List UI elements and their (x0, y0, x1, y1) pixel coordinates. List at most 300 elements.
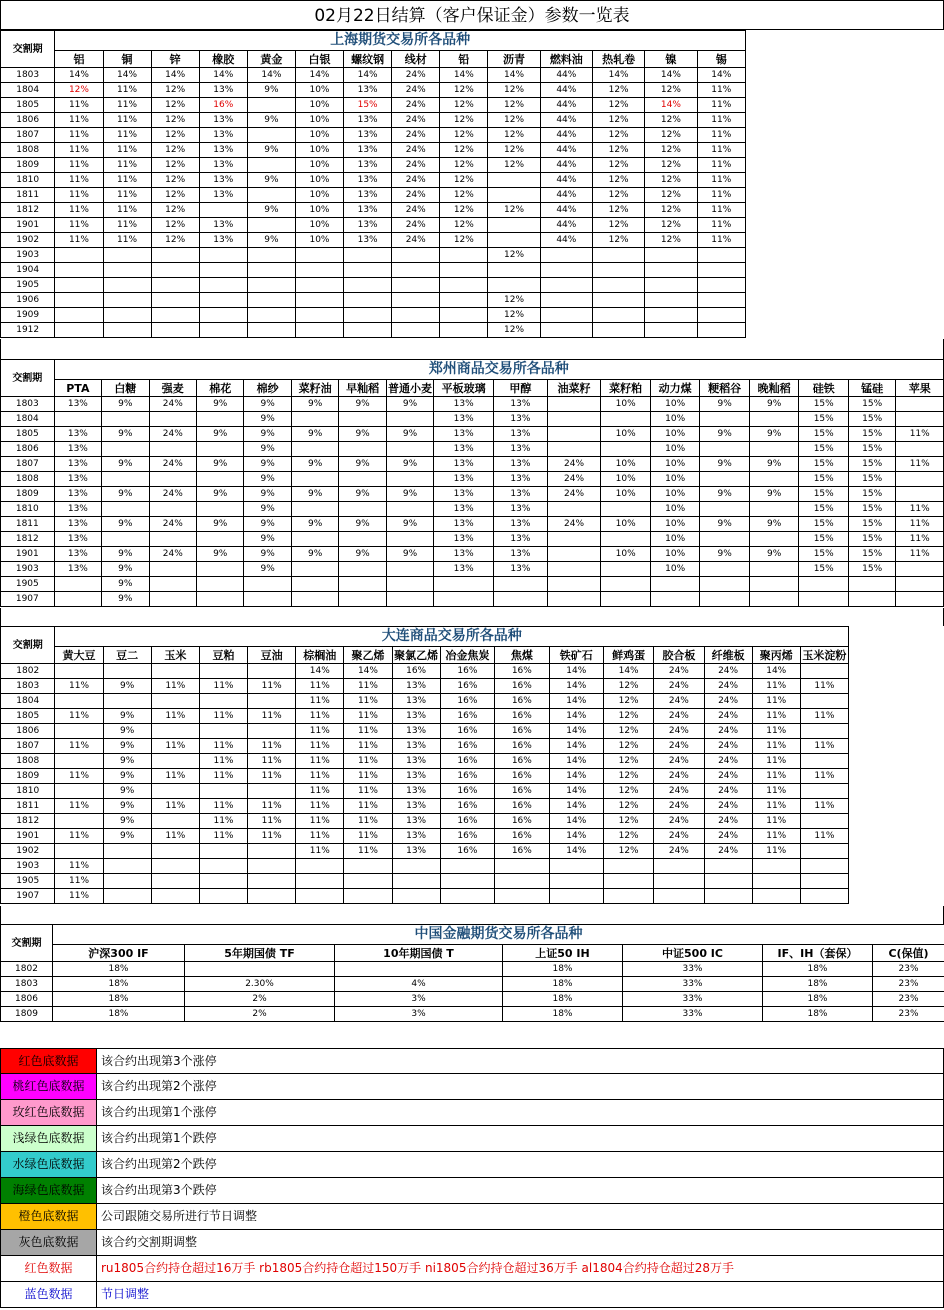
margin-cell (248, 874, 296, 889)
table-row (1, 427, 944, 442)
column-header: 铜 (103, 51, 151, 68)
table-row (1, 694, 849, 709)
margin-cell: 13% (199, 188, 247, 203)
margin-cell: 12% (440, 113, 488, 128)
margin-cell (547, 592, 601, 607)
margin-cell (339, 592, 386, 607)
margin-cell: 11% (896, 532, 944, 547)
margin-cell: 14% (549, 724, 603, 739)
period-cell: 1810 (1, 502, 55, 517)
margin-cell: 13% (494, 532, 548, 547)
margin-cell: 13% (434, 472, 494, 487)
margin-cell (540, 293, 592, 308)
margin-cell: 11% (896, 427, 944, 442)
margin-cell (392, 323, 440, 338)
margin-cell: 14% (697, 68, 745, 83)
margin-cell: 9% (103, 754, 151, 769)
margin-cell (151, 263, 199, 278)
margin-cell (800, 814, 848, 829)
margin-cell (197, 412, 244, 427)
cffex-table (0, 924, 944, 1022)
margin-cell: 12% (604, 769, 654, 784)
margin-cell: 13% (434, 547, 494, 562)
margin-cell: 44% (540, 218, 592, 233)
margin-cell: 33% (623, 962, 763, 977)
margin-cell (248, 724, 296, 739)
margin-cell: 11% (55, 739, 103, 754)
legend (0, 1048, 944, 1308)
margin-cell (199, 308, 247, 323)
margin-cell: 11% (296, 679, 344, 694)
margin-cell (149, 442, 196, 457)
margin-cell: 11% (103, 173, 151, 188)
margin-cell: 9% (197, 547, 244, 562)
margin-cell: 14% (549, 784, 603, 799)
margin-cell: 11% (103, 143, 151, 158)
margin-cell (440, 248, 488, 263)
margin-cell: 16% (495, 709, 549, 724)
margin-cell (547, 442, 601, 457)
margin-cell: 11% (199, 739, 247, 754)
margin-cell: 15% (799, 502, 849, 517)
margin-cell (199, 263, 247, 278)
margin-cell: 9% (244, 532, 291, 547)
period-cell: 1912 (1, 323, 55, 338)
table-row (1, 844, 849, 859)
margin-cell: 11% (248, 739, 296, 754)
margin-cell: 16% (495, 829, 549, 844)
margin-cell (55, 263, 103, 278)
margin-cell (344, 323, 392, 338)
margin-cell (654, 874, 704, 889)
period-cell: 1904 (1, 263, 55, 278)
table-row (1, 128, 746, 143)
margin-cell: 14% (645, 98, 697, 113)
margin-cell: 11% (55, 799, 103, 814)
margin-cell: 9% (244, 562, 291, 577)
margin-cell: 14% (55, 68, 103, 83)
margin-cell: 18% (763, 1007, 873, 1022)
margin-cell (197, 577, 244, 592)
legend-swatch: 灰色底数据 (1, 1230, 97, 1255)
margin-cell (55, 754, 103, 769)
period-label: 交割期 (1, 925, 53, 962)
period-cell: 1907 (1, 592, 55, 607)
margin-cell: 11% (697, 98, 745, 113)
margin-cell: 24% (654, 814, 704, 829)
table-row (1, 724, 849, 739)
margin-cell: 13% (434, 457, 494, 472)
margin-cell: 9% (247, 143, 295, 158)
margin-cell: 11% (697, 188, 745, 203)
margin-cell: 15% (799, 532, 849, 547)
margin-cell: 11% (697, 143, 745, 158)
margin-cell: 14% (295, 68, 343, 83)
margin-cell (549, 859, 603, 874)
column-header: 铅 (440, 51, 488, 68)
margin-cell: 11% (248, 769, 296, 784)
margin-cell: 13% (54, 532, 101, 547)
margin-cell (344, 263, 392, 278)
margin-cell: 44% (540, 203, 592, 218)
column-header: 棉花 (197, 380, 244, 397)
margin-cell: 12% (488, 323, 540, 338)
margin-cell: 14% (549, 829, 603, 844)
margin-cell (295, 248, 343, 263)
margin-cell: 10% (295, 128, 343, 143)
margin-cell: 9% (102, 487, 149, 502)
margin-cell (604, 889, 654, 904)
margin-cell: 12% (645, 188, 697, 203)
margin-cell: 16% (440, 769, 494, 784)
margin-cell: 24% (704, 784, 752, 799)
table-row (1, 457, 944, 472)
margin-cell: 13% (434, 532, 494, 547)
table-row (1, 83, 746, 98)
margin-cell: 9% (700, 547, 750, 562)
legend-swatch: 红色数据 (1, 1256, 97, 1281)
margin-cell: 14% (549, 844, 603, 859)
margin-cell: 16% (440, 784, 494, 799)
margin-cell: 14% (151, 68, 199, 83)
period-cell: 1804 (1, 412, 55, 427)
margin-cell: 13% (392, 679, 440, 694)
margin-cell (151, 874, 199, 889)
margin-cell (151, 724, 199, 739)
margin-cell (344, 293, 392, 308)
margin-cell: 18% (763, 992, 873, 1007)
margin-cell (700, 577, 750, 592)
section-gap (0, 608, 944, 626)
margin-cell: 23% (873, 1007, 944, 1022)
period-cell: 1905 (1, 577, 55, 592)
table-row (1, 664, 849, 679)
margin-cell: 16% (495, 679, 549, 694)
legend-description: 该合约出现第2个跌停 (101, 1157, 217, 1171)
margin-cell: 9% (244, 547, 291, 562)
margin-cell: 9% (102, 397, 149, 412)
margin-cell (434, 592, 494, 607)
margin-cell (55, 784, 103, 799)
margin-cell: 11% (752, 709, 800, 724)
margin-cell: 16% (440, 739, 494, 754)
period-label: 交割期 (1, 360, 55, 397)
margin-cell: 9% (386, 457, 433, 472)
margin-cell: 9% (197, 427, 244, 442)
margin-cell (645, 308, 697, 323)
margin-cell: 9% (291, 517, 338, 532)
margin-cell: 9% (339, 457, 386, 472)
period-cell: 1811 (1, 188, 55, 203)
margin-cell (392, 263, 440, 278)
column-header: 焦煤 (495, 647, 549, 664)
margin-cell (55, 814, 103, 829)
margin-cell (392, 308, 440, 323)
margin-cell (291, 472, 338, 487)
margin-cell (55, 248, 103, 263)
margin-cell: 11% (199, 709, 247, 724)
margin-cell: 9% (700, 397, 750, 412)
margin-cell: 11% (55, 98, 103, 113)
margin-cell: 9% (103, 739, 151, 754)
margin-cell (248, 784, 296, 799)
period-cell: 1901 (1, 218, 55, 233)
column-header: 鲜鸡蛋 (604, 647, 654, 664)
margin-cell (601, 577, 651, 592)
margin-cell: 24% (704, 829, 752, 844)
column-header: 白银 (295, 51, 343, 68)
column-header: 铁矿石 (549, 647, 603, 664)
column-header: 玉米淀粉 (800, 647, 848, 664)
margin-cell: 9% (244, 472, 291, 487)
column-header: 聚氯乙烯 (392, 647, 440, 664)
margin-cell: 11% (296, 709, 344, 724)
margin-cell: 14% (549, 694, 603, 709)
table-row (1, 113, 746, 128)
margin-cell (386, 442, 433, 457)
margin-cell: 9% (386, 517, 433, 532)
margin-cell (55, 694, 103, 709)
margin-cell: 24% (704, 844, 752, 859)
margin-cell: 12% (592, 158, 644, 173)
margin-cell: 24% (654, 679, 704, 694)
margin-cell: 15% (344, 98, 392, 113)
margin-cell (247, 98, 295, 113)
margin-cell: 10% (601, 427, 651, 442)
margin-cell (752, 859, 800, 874)
margin-cell: 13% (199, 128, 247, 143)
margin-cell: 11% (697, 128, 745, 143)
margin-cell (149, 472, 196, 487)
margin-cell (495, 889, 549, 904)
margin-cell: 12% (151, 128, 199, 143)
margin-cell: 10% (650, 412, 700, 427)
margin-cell: 11% (55, 769, 103, 784)
margin-cell: 24% (654, 769, 704, 784)
margin-cell (592, 248, 644, 263)
margin-cell: 13% (199, 233, 247, 248)
legend-swatch: 玫红色底数据 (1, 1100, 97, 1125)
margin-cell (386, 532, 433, 547)
margin-cell (601, 412, 651, 427)
margin-cell (247, 128, 295, 143)
margin-cell: 9% (197, 457, 244, 472)
margin-cell (296, 874, 344, 889)
margin-cell: 10% (295, 113, 343, 128)
margin-cell: 24% (392, 188, 440, 203)
margin-cell: 9% (749, 457, 799, 472)
margin-cell: 12% (488, 98, 540, 113)
period-cell: 1901 (1, 829, 55, 844)
column-header: 甲醇 (494, 380, 548, 397)
margin-cell: 12% (440, 233, 488, 248)
margin-cell: 11% (103, 188, 151, 203)
margin-cell: 15% (848, 517, 895, 532)
margin-cell: 15% (799, 442, 849, 457)
section-gap (0, 339, 944, 359)
margin-cell: 18% (763, 962, 873, 977)
margin-cell: 12% (488, 83, 540, 98)
margin-cell (151, 323, 199, 338)
margin-cell: 13% (494, 472, 548, 487)
column-header: 冶金焦炭 (440, 647, 494, 664)
margin-cell: 24% (704, 754, 752, 769)
margin-cell (199, 278, 247, 293)
margin-cell: 18% (503, 1007, 623, 1022)
column-header: 油菜籽 (547, 380, 601, 397)
margin-cell (645, 248, 697, 263)
margin-cell: 11% (55, 889, 103, 904)
margin-cell: 11% (296, 829, 344, 844)
table-row (1, 248, 746, 263)
column-header: 棉纱 (244, 380, 291, 397)
margin-cell: 11% (151, 799, 199, 814)
margin-cell (592, 278, 644, 293)
margin-cell: 9% (749, 427, 799, 442)
margin-cell (488, 218, 540, 233)
table-row (1, 814, 849, 829)
margin-cell: 11% (296, 724, 344, 739)
margin-cell: 11% (199, 754, 247, 769)
column-header: 上证50 IH (503, 945, 623, 962)
margin-cell: 10% (295, 173, 343, 188)
margin-cell: 9% (103, 709, 151, 724)
margin-cell: 18% (763, 977, 873, 992)
margin-cell: 14% (549, 739, 603, 754)
margin-cell (645, 293, 697, 308)
margin-cell: 44% (540, 233, 592, 248)
table-row (1, 874, 849, 889)
margin-cell (697, 263, 745, 278)
table-row (1, 68, 746, 83)
margin-cell (248, 889, 296, 904)
margin-cell (103, 248, 151, 263)
margin-cell: 11% (800, 829, 848, 844)
margin-cell (344, 248, 392, 263)
margin-cell (248, 859, 296, 874)
margin-cell (749, 412, 799, 427)
margin-cell: 13% (54, 397, 101, 412)
margin-cell (700, 502, 750, 517)
margin-cell: 12% (151, 203, 199, 218)
margin-cell: 11% (752, 784, 800, 799)
column-header: 动力煤 (650, 380, 700, 397)
margin-cell: 12% (604, 679, 654, 694)
margin-cell: 11% (697, 113, 745, 128)
column-header: 沪深300 IF (53, 945, 185, 962)
margin-cell (103, 263, 151, 278)
margin-cell (697, 308, 745, 323)
margin-cell (102, 442, 149, 457)
legend-description: 该合约出现第1个跌停 (101, 1131, 217, 1145)
margin-cell (800, 784, 848, 799)
margin-cell (601, 502, 651, 517)
margin-cell: 12% (604, 709, 654, 724)
column-header: 螺纹钢 (344, 51, 392, 68)
margin-cell: 13% (392, 739, 440, 754)
margin-cell: 9% (339, 427, 386, 442)
margin-cell: 15% (848, 502, 895, 517)
margin-cell (151, 784, 199, 799)
margin-cell: 14% (549, 664, 603, 679)
column-header: 沥青 (488, 51, 540, 68)
period-label: 交割期 (1, 627, 55, 664)
margin-cell (440, 293, 488, 308)
margin-cell: 11% (800, 799, 848, 814)
margin-cell (199, 724, 247, 739)
column-header: 聚丙烯 (752, 647, 800, 664)
margin-cell (55, 664, 103, 679)
margin-cell: 13% (434, 517, 494, 532)
period-cell: 1803 (1, 679, 55, 694)
margin-cell: 13% (392, 844, 440, 859)
margin-cell (247, 263, 295, 278)
margin-cell (149, 502, 196, 517)
margin-cell (540, 248, 592, 263)
margin-cell: 13% (344, 113, 392, 128)
margin-cell (103, 844, 151, 859)
margin-cell: 24% (654, 664, 704, 679)
margin-cell: 18% (503, 962, 623, 977)
legend-description: 该合约出现第3个涨停 (101, 1054, 217, 1068)
margin-cell: 10% (650, 457, 700, 472)
margin-cell: 13% (392, 724, 440, 739)
margin-cell (295, 323, 343, 338)
margin-cell: 24% (149, 397, 196, 412)
margin-cell: 16% (440, 799, 494, 814)
section-title: 郑州商品交易所各品种 (54, 360, 943, 380)
margin-cell: 15% (799, 562, 849, 577)
margin-cell: 9% (700, 487, 750, 502)
margin-cell (55, 724, 103, 739)
margin-cell: 44% (540, 173, 592, 188)
margin-cell: 14% (247, 68, 295, 83)
margin-cell: 24% (654, 724, 704, 739)
margin-cell: 11% (103, 233, 151, 248)
margin-cell (547, 547, 601, 562)
legend-row (0, 1126, 944, 1152)
table-row (1, 233, 746, 248)
period-cell: 1803 (1, 397, 55, 412)
margin-cell: 24% (654, 844, 704, 859)
margin-cell (199, 889, 247, 904)
margin-cell (700, 532, 750, 547)
legend-row (0, 1256, 944, 1282)
margin-cell: 24% (149, 487, 196, 502)
period-cell: 1809 (1, 158, 55, 173)
margin-cell (547, 562, 601, 577)
margin-cell: 12% (151, 218, 199, 233)
margin-cell: 12% (604, 754, 654, 769)
margin-cell: 11% (55, 218, 103, 233)
margin-cell: 9% (247, 203, 295, 218)
margin-cell: 11% (800, 769, 848, 784)
margin-cell: 12% (592, 83, 644, 98)
margin-cell (749, 592, 799, 607)
margin-cell: 13% (54, 442, 101, 457)
margin-cell: 11% (752, 844, 800, 859)
margin-cell: 13% (54, 427, 101, 442)
margin-cell (339, 532, 386, 547)
margin-cell (645, 323, 697, 338)
margin-cell: 9% (103, 814, 151, 829)
margin-cell: 11% (151, 769, 199, 784)
margin-cell (103, 323, 151, 338)
margin-cell: 9% (247, 83, 295, 98)
margin-cell: 13% (54, 487, 101, 502)
table-row (1, 517, 944, 532)
margin-cell: 9% (386, 397, 433, 412)
